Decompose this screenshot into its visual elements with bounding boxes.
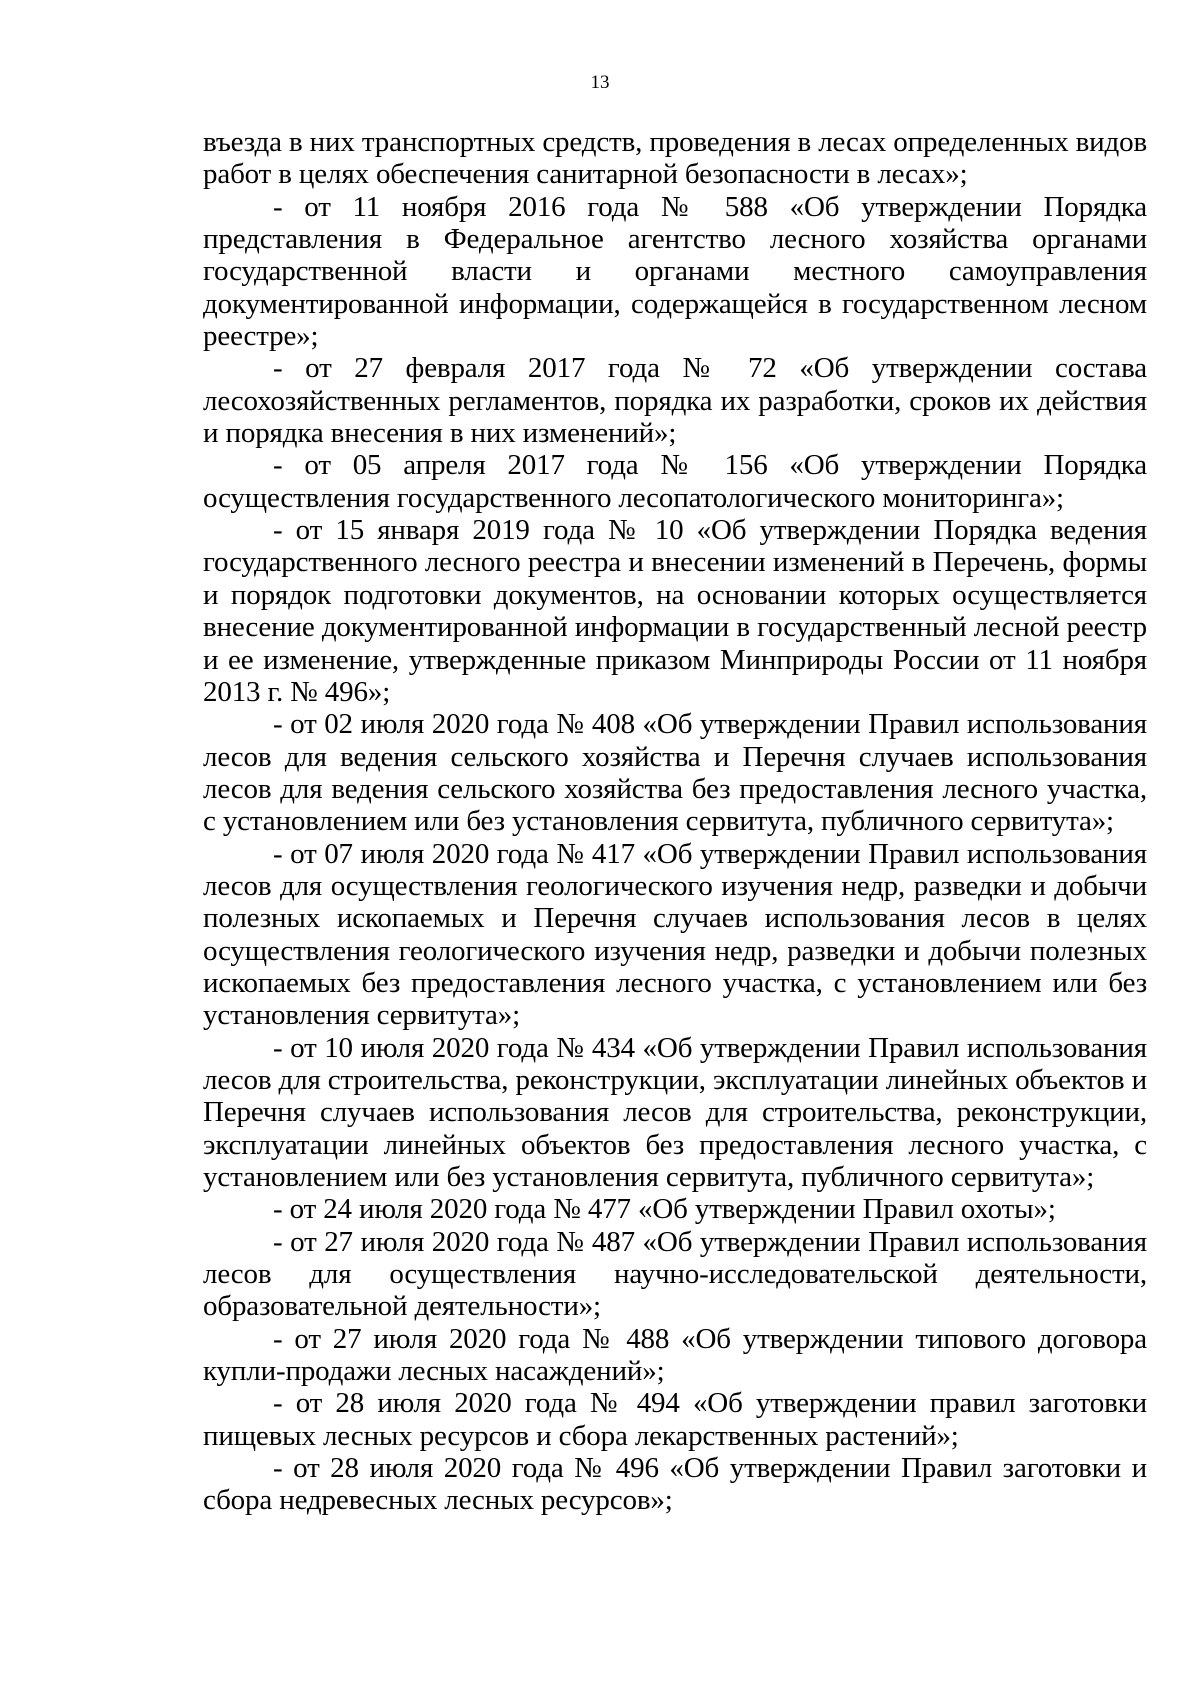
list-item-order-488: - от 27 июля 2020 года № 488 «Об утверждении типового договора купли-продажи лесных насаждений»; [203, 1322, 1147, 1388]
page-number: 13 [590, 72, 610, 93]
list-item-order-477: - от 24 июля 2020 года № 477 «Об утверждении Правил охоты»; [273, 1193, 1056, 1226]
list-item-order-588: - от 11 ноября 2016 года № 588 «Об утверждении Порядка представления в Федеральное агентство лесного хозяйства органами государственной власти и органами местного самоуправления документированной информации, содержащейся в государственном лесном реестре»; [203, 190, 1147, 353]
list-item-order-494: - от 28 июля 2020 года № 494 «Об утверждении правил заготовки пищевых лесных ресурсов и сбора лекарственных растений»; [203, 1387, 1147, 1452]
list-item-order-487: - от 27 июля 2020 года № 487 «Об утверждении Правил использования лесов для осуществления научно-исследовательской деятельности, образовательной деятельности»; [203, 1225, 1147, 1323]
list-item-order-417: - от 07 июля 2020 года № 417 «Об утверждении Правил использования лесов для осуществления геологического изучения недр, разведки и добычи полезных ископаемых и Перечня случаев использования лесов в целях осуществления геологического изучения недр, разведки и добычи полезных ископаемых без предоставления лесного участка, с установлением или без установления сервитута»; [203, 837, 1147, 1032]
paragraph-continuation: въезда в них транспортных средств, проведения в лесах определенных видов работ в целях обеспечения санитарной безопасности в лесах»; [203, 126, 1147, 191]
list-item-order-156: - от 05 апреля 2017 года № 156 «Об утверждении Порядка осуществления государственного лесопатологического мониторинга»; [203, 449, 1147, 514]
list-item-order-10: - от 15 января 2019 года № 10 «Об утверждении Порядка ведения государственного лесного реестра и внесении изменений в Перечень, формы и порядок подготовки документов, на основании которых осуществляется внесение документированной информации в государственный лесной реестр и ее изменение, утвержденные приказом Минприроды России от 11 ноября 2013 г. № 496»; [203, 514, 1147, 708]
document-body [203, 126, 1147, 1517]
list-item-order-408: - от 02 июля 2020 года № 408 «Об утверждении Правил использования лесов для ведения сельского хозяйства и Перечня случаев использования лесов для ведения сельского хозяйства без предоставления лесного участка, с установлением или без установления сервитута, публичного сервитута»; [203, 708, 1147, 838]
list-item-order-72: - от 27 февраля 2017 года № 72 «Об утверждении состава лесохозяйственных регламентов, порядка их разработки, сроков их действия и порядка внесения в них изменений»; [203, 352, 1147, 450]
list-item-order-434: - от 10 июля 2020 года № 434 «Об утверждении Правил использования лесов для строительства, реконструкции, эксплуатации линейных объектов и Перечня случаев использования лесов для строительства, реконструкции, эксплуатации линейных объектов без предоставления лесного участка, с установлением или без установления сервитута, публичного сервитута»; [203, 1031, 1147, 1193]
list-item-order-496: - от 28 июля 2020 года № 496 «Об утверждении Правил заготовки и сбора недревесных лесных ресурсов»; [203, 1452, 1147, 1517]
